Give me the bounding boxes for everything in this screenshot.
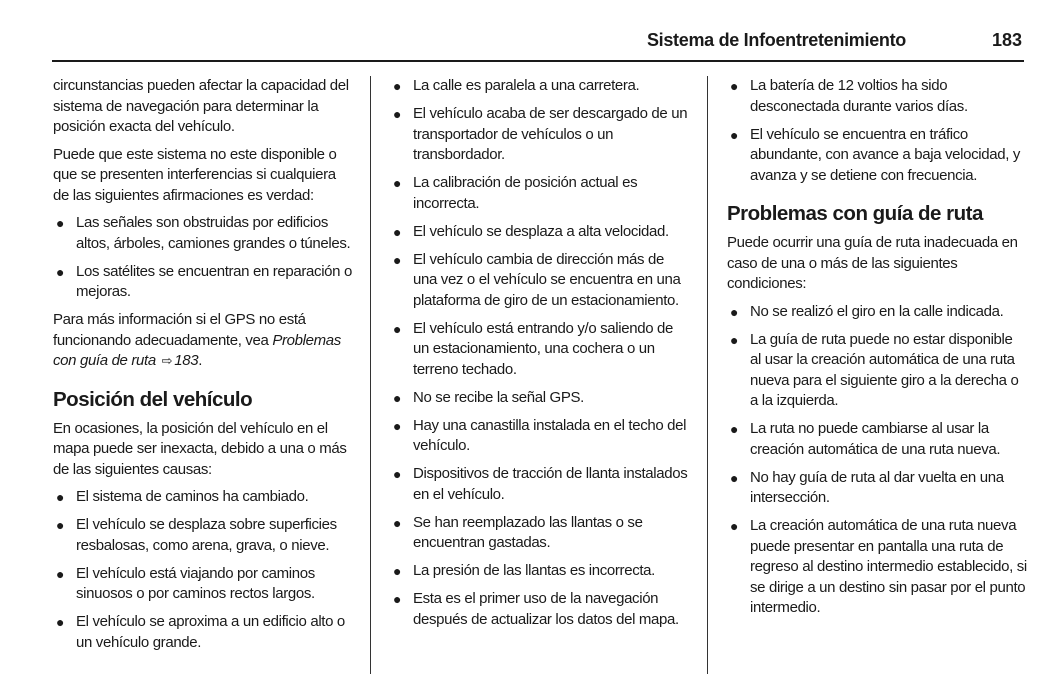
bullet-icon: ● — [56, 565, 65, 582]
list-item: ● Se han reemplazado las llantas o se encuentran gastadas. — [393, 513, 643, 551]
bullet-list — [727, 302, 1027, 619]
list-item: ● La calle es paralela a una carretera. — [390, 76, 690, 97]
list-item: ● Dispositivos de tracción de llanta instalados en el vehículo. — [393, 465, 688, 503]
bullet-icon: ● — [393, 417, 402, 434]
column-1 — [53, 76, 353, 661]
bullet-icon: ● — [393, 389, 402, 406]
list-item: ● No hay guía de ruta al dar vuelta en una intersección. — [730, 468, 1004, 506]
bullet-icon: ● — [56, 489, 65, 505]
list-item: ● La presión de las llantas es incorrecta. — [390, 561, 690, 582]
bullet-icon: ● — [730, 469, 739, 486]
bullet-icon: ● — [393, 514, 402, 531]
bullet-list — [727, 76, 1027, 186]
cross-reference-page[interactable]: 183 — [174, 352, 199, 369]
list-item: ● El vehículo está entrando y/o saliendo de un estacionamiento, una cochera o un terreno techado. — [393, 319, 674, 378]
page-header — [52, 28, 1024, 62]
bullet-icon: ● — [730, 126, 739, 143]
paragraph: En ocasiones, la posición del vehículo en el mapa puede ser inexacta, debido a una o más de las siguientes causas: — [53, 419, 347, 478]
cross-reference-link[interactable]: Problemas con guía de ruta — [53, 331, 341, 369]
bullet-icon: ● — [730, 78, 739, 94]
list-item: ● El vehículo se desplaza a alta velocidad. — [390, 222, 690, 243]
section-heading: Posición del vehículo — [53, 387, 253, 411]
list-item: ● La creación automática de una ruta nueva puede presentar en pantalla una ruta de regreso al destino intermedio establecido, si se dirige a un destino sin pasar por el punto intermedio. — [730, 517, 1027, 616]
list-item: ● El vehículo se desplaza sobre superficies resbalosas, como arena, grava, o nieve. — [56, 516, 337, 554]
bullet-icon: ● — [393, 563, 402, 579]
list-item: ● El sistema de caminos ha cambiado. — [53, 487, 353, 508]
bullet-icon: ● — [56, 263, 65, 280]
list-item: ● La ruta no puede cambiarse al usar la creación automática de una ruta nueva. — [730, 420, 1001, 458]
bullet-icon: ● — [56, 517, 65, 533]
page-reference-arrow-icon: ⇨ — [161, 353, 173, 368]
page-number: 183 — [991, 30, 1022, 50]
list-item: ● El vehículo se encuentra en tráfico abundante, con avance a baja velocidad, y avanza y se detiene con frecuencia. — [730, 125, 1021, 184]
list-item: ● La calibración de posición actual es incorrecta. — [393, 174, 638, 212]
column-divider — [370, 76, 371, 674]
paragraph: Puede ocurrir una guía de ruta inadecuada en caso de una o más de las siguientes condiciones: — [727, 234, 1018, 292]
list-item: ● El vehículo cambia de dirección más de una vez o el vehículo se encuentra en una plataforma de giro de un estacionamiento. — [393, 250, 681, 309]
column-3 — [727, 76, 1027, 626]
column-divider — [707, 76, 708, 674]
list-item: ● Esta es el primer uso de la navegación después de actualizar los datos del mapa. — [393, 590, 679, 628]
bullet-icon: ● — [393, 106, 402, 122]
bullet-list — [53, 487, 353, 653]
list-item: ● No se realizó el giro en la calle indicada. — [727, 302, 1027, 323]
list-item: ● Los satélites se encuentran en reparación o mejoras. — [56, 262, 352, 300]
bullet-icon: ● — [393, 223, 402, 240]
list-item: ● El vehículo se aproxima a un edificio alto o un vehículo grande. — [56, 613, 345, 651]
list-item: ● No se recibe la señal GPS. — [390, 388, 690, 409]
section-title: Sistema de Infoentretenimiento — [646, 30, 906, 50]
bullet-icon: ● — [393, 78, 402, 94]
paragraph: circunstancias pueden afectar la capacidad del sistema de navegación para determinar la posición exacta del vehículo. — [53, 77, 349, 135]
bullet-icon: ● — [56, 215, 65, 231]
bullet-icon: ● — [393, 175, 402, 191]
bullet-icon: ● — [393, 466, 402, 482]
bullet-icon: ● — [730, 331, 739, 348]
list-item: ● El vehículo acaba de ser descargado de un transportador de vehículos o un transbordador. — [393, 105, 688, 163]
list-item: ● Las señales son obstruidas por edificios altos, árboles, camiones grandes o túneles. — [56, 214, 351, 252]
bullet-icon: ● — [393, 591, 402, 607]
paragraph: Puede que este sistema no este disponible o que se presenten interferencias si cualquiera de las siguientes afirmaciones es verdad: — [53, 145, 337, 204]
paragraph: Para más información si el GPS no está funcionando adecuadamente, vea Problemas con guía de ruta ⇨ 183. — [53, 310, 353, 372]
list-item: ● La guía de ruta puede no estar disponible al usar la creación automática de una ruta nueva para el siguiente giro a la derecha o a la izquierda. — [730, 330, 1019, 409]
bullet-icon: ● — [730, 421, 739, 437]
bullet-icon: ● — [56, 614, 65, 630]
bullet-list — [390, 76, 690, 630]
bullet-icon: ● — [730, 303, 739, 320]
column-2 — [390, 76, 690, 638]
bullet-icon: ● — [393, 251, 402, 268]
bullet-list — [53, 213, 353, 303]
section-heading: Problemas con guía de ruta — [727, 202, 983, 225]
list-item: ● El vehículo está viajando por caminos sinuosos o por caminos rectos largos. — [56, 564, 315, 602]
list-item: ● La batería de 12 voltios ha sido desconectada durante varios días. — [730, 77, 968, 115]
bullet-icon: ● — [393, 320, 402, 337]
bullet-icon: ● — [730, 518, 739, 534]
list-item: ● Hay una canastilla instalada en el techo del vehículo. — [393, 416, 687, 454]
